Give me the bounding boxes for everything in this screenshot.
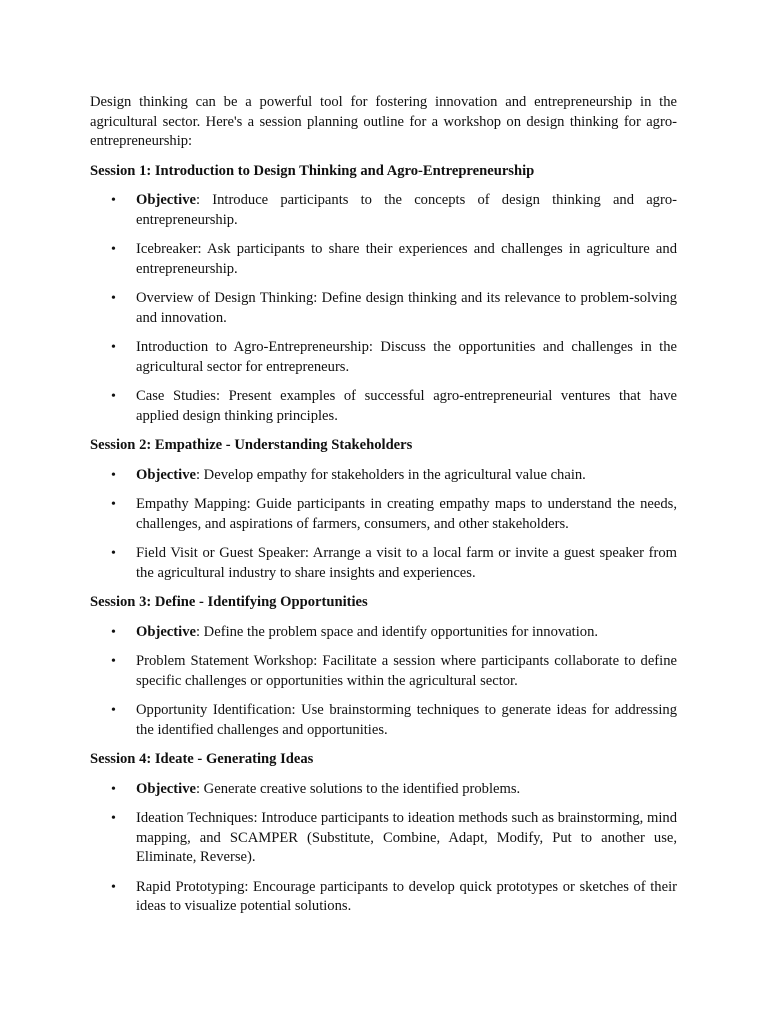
session-item-list	[90, 623, 677, 741]
bullet-icon: •	[111, 389, 116, 404]
list-item	[90, 338, 677, 377]
bullet-icon: •	[111, 703, 116, 718]
bullet-icon: •	[111, 467, 116, 483]
item-text: Field Visit or Guest Speaker: Arrange a visit to a local farm or invite a guest speaker from the agricultural industry to share insights and experiences.	[136, 545, 677, 581]
bullet-icon: •	[111, 546, 116, 561]
item-text: : Develop empathy for stakeholders in the agricultural value chain.	[195, 466, 586, 483]
list-item	[90, 780, 677, 800]
list-item	[90, 623, 677, 643]
list-item	[90, 191, 677, 230]
item-text: Introduction to Agro-Entrepreneurship: Discuss the opportunities and challenges in the agricultural sector for entrepreneurs.	[136, 339, 677, 375]
bullet-icon: •	[111, 242, 116, 257]
item-text: Problem Statement Workshop: Facilitate a session where participants collaborate to define specific challenges or opportunities within the agricultural sector.	[136, 653, 677, 689]
intro-paragraph: Design thinking can be a powerful tool for fostering innovation and entrepreneurship in the agricultural sector. Here's a session planning outline for a workshop on design thinking for agro-entrepreneurship:	[90, 94, 677, 149]
item-text: Ideation Techniques: Introduce participants to ideation methods such as brainstorming, mind mapping, and SCAMPER (Substitute, Combine, Adapt, Modify, Put to another use, Eliminate, Reverse).	[136, 810, 677, 865]
session-4	[90, 750, 677, 917]
list-item	[90, 387, 677, 426]
item-text: Empathy Mapping: Guide participants in creating empathy maps to understand the needs, challenges, and aspirations of farmers, consumers, and other stakeholders.	[136, 496, 677, 532]
session-item-list	[90, 466, 677, 584]
list-item	[90, 544, 677, 583]
bullet-icon: •	[111, 654, 116, 669]
list-item	[90, 809, 677, 868]
session-1	[90, 162, 677, 427]
list-item	[90, 240, 677, 279]
item-text: Opportunity Identification: Use brainstorming techniques to generate ideas for addressing the identified challenges and opportunities.	[136, 702, 677, 738]
item-label: Objective	[136, 466, 196, 483]
session-item-list	[90, 780, 677, 917]
item-text: Overview of Design Thinking: Define design thinking and its relevance to problem-solving and innovation.	[136, 290, 677, 326]
item-text: Icebreaker: Ask participants to share their experiences and challenges in agriculture and entrepreneurship.	[136, 241, 677, 277]
session-item-list	[90, 191, 677, 426]
item-text: : Generate creative solutions to the identified problems.	[195, 780, 521, 797]
bullet-icon: •	[111, 340, 116, 355]
bullet-icon: •	[111, 811, 116, 826]
item-label: Objective	[136, 192, 196, 208]
bullet-icon: •	[111, 781, 116, 797]
bullet-icon: •	[111, 497, 116, 512]
list-item	[90, 652, 677, 691]
list-item	[90, 878, 677, 917]
bullet-icon: •	[111, 624, 116, 640]
item-text: : Define the problem space and identify opportunities for innovation.	[195, 623, 599, 640]
item-text: : Introduce participants to the concepts of design thinking and agro-entrepreneurship.	[136, 192, 677, 228]
item-label: Objective	[136, 780, 196, 797]
bullet-icon: •	[111, 879, 116, 895]
session-heading: Session 2: Empathize - Understanding Stakeholders	[90, 437, 413, 453]
session-3	[90, 593, 677, 740]
session-2	[90, 436, 677, 583]
list-item	[90, 289, 677, 328]
bullet-icon: •	[111, 291, 116, 306]
session-heading: Session 1: Introduction to Design Thinking and Agro-Entrepreneurship	[90, 162, 535, 179]
item-label: Objective	[136, 623, 196, 640]
list-item	[90, 466, 677, 486]
document-page	[90, 93, 677, 927]
list-item	[90, 701, 677, 740]
list-item	[90, 495, 677, 534]
session-heading: Session 3: Define - Identifying Opportunities	[90, 594, 368, 610]
bullet-icon: •	[111, 193, 116, 208]
session-heading: Session 4: Ideate - Generating Ideas	[90, 751, 314, 767]
item-text: Rapid Prototyping: Encourage participants to develop quick prototypes or sketches of their ideas to visualize potential solutions.	[136, 878, 677, 914]
item-text: Case Studies: Present examples of successful agro-entrepreneurial ventures that have applied design thinking principles.	[136, 388, 677, 424]
